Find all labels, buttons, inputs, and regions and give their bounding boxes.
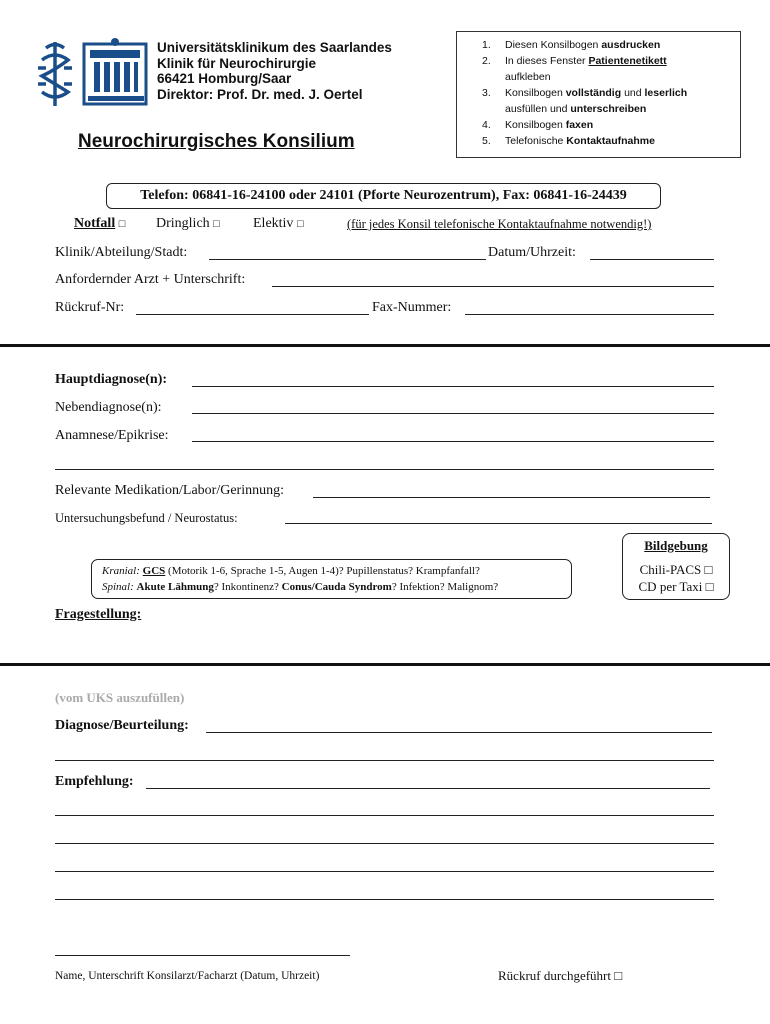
anamnese-input-2[interactable] xyxy=(55,469,714,470)
hauptdiagnose-label: Hauptdiagnose(n): xyxy=(55,372,168,387)
diagnose-input[interactable] xyxy=(206,732,712,733)
befund-input[interactable] xyxy=(285,523,712,524)
hauptdiagnose-input[interactable] xyxy=(192,386,714,387)
datum-input[interactable] xyxy=(590,259,714,260)
university-logo xyxy=(34,38,152,110)
section-divider xyxy=(0,344,770,347)
instruction-item: 1. Diesen Konsilbogen ausdrucken xyxy=(482,39,661,51)
rueckruf-input[interactable] xyxy=(136,314,369,315)
clinic-name: Klinik für Neurochirurgie xyxy=(157,55,317,71)
urgency-dringlich[interactable]: Dringlich □ xyxy=(156,216,220,231)
city: 66421 Homburg/Saar xyxy=(157,71,292,86)
anamnese-input[interactable] xyxy=(192,441,714,442)
director: Direktor: Prof. Dr. med. J. Oertel xyxy=(157,86,363,102)
hospital-name: Universitätsklinikum des Saarlandes xyxy=(157,40,392,55)
rueckruf-done-checkbox[interactable]: Rückruf durchgeführt □ xyxy=(498,968,623,983)
phone-fax-box: Telefon: 06841-16-24100 oder 24101 (Pforte Neurozentrum), Fax: 06841-16-24439 xyxy=(106,183,661,209)
neurostatus-hint-box xyxy=(91,559,572,599)
cd-taxi-option[interactable]: CD per Taxi □ xyxy=(638,579,714,594)
signature-input[interactable] xyxy=(55,955,350,956)
urgency-note: (für jedes Konsil telefonische Kontaktaufnahme notwendig!) xyxy=(347,217,652,231)
instruction-item: 2. In dieses Fenster Patientenetikett xyxy=(482,55,667,67)
empfehlung-input-4[interactable] xyxy=(55,871,714,872)
kranial-hint: Kranial: GCS (Motorik 1-6, Sprache 1-5, Augen 1-4)? Pupillenstatus? Krampfanfall? xyxy=(102,565,480,577)
empfehlung-input-2[interactable] xyxy=(55,815,714,816)
nebendiagnose-input[interactable] xyxy=(192,413,714,414)
datum-label: Datum/Uhrzeit: xyxy=(488,245,576,260)
fragestellung-label: Fragestellung: xyxy=(55,607,142,622)
klinik-label: Klinik/Abteilung/Stadt: xyxy=(55,245,188,260)
instruction-item: 3. Konsilbogen vollständig und leserlich xyxy=(482,87,688,99)
uks-note: (vom UKS auszufüllen) xyxy=(55,690,185,705)
klinik-input[interactable] xyxy=(209,259,486,260)
medikation-label: Relevante Medikation/Labor/Gerinnung: xyxy=(55,483,284,498)
arzt-input[interactable] xyxy=(272,286,714,287)
signature-label: Name, Unterschrift Konsilarzt/Facharzt (Datum, Uhrzeit) xyxy=(55,970,320,982)
befund-label: Untersuchungsbefund / Neurostatus: xyxy=(55,511,238,525)
instruction-list xyxy=(483,37,730,149)
urgency-elektiv[interactable]: Elektiv □ xyxy=(253,216,304,231)
empfehlung-label: Empfehlung: xyxy=(55,774,134,789)
arzt-label: Anfordernder Arzt + Unterschrift: xyxy=(55,272,246,287)
spinal-hint: Spinal: Akute Lähmung? Inkontinenz? Conus/Cauda Syndrom? Infektion? Malignom? xyxy=(102,581,499,593)
instruction-box xyxy=(456,31,741,158)
chili-pacs-option[interactable]: Chili-PACS □ xyxy=(639,562,713,577)
urgency-notfall[interactable]: Notfall □ xyxy=(74,216,126,231)
anamnese-label: Anamnese/Epikrise: xyxy=(55,428,169,443)
instruction-item: ausfüllen und unterschreiben xyxy=(505,103,647,115)
instruction-item: 5. Telefonische Kontaktaufnahme xyxy=(482,135,655,147)
hospital-address xyxy=(157,40,392,102)
empfehlung-input-3[interactable] xyxy=(55,843,714,844)
empfehlung-input[interactable] xyxy=(146,788,710,789)
empfehlung-input-5[interactable] xyxy=(55,899,714,900)
instruction-item: 4. Konsilbogen faxen xyxy=(482,119,594,131)
fax-label: Fax-Nummer: xyxy=(372,300,452,315)
bildgebung-title: Bildgebung xyxy=(644,538,708,553)
instruction-item: aufkleben xyxy=(505,71,551,83)
rueckruf-label: Rückruf-Nr: xyxy=(55,300,125,315)
diagnose-input-2[interactable] xyxy=(55,760,714,761)
fax-input[interactable] xyxy=(465,314,714,315)
diagnose-label: Diagnose/Beurteilung: xyxy=(55,718,189,733)
nebendiagnose-label: Nebendiagnose(n): xyxy=(55,400,162,415)
bildgebung-box xyxy=(622,533,730,600)
page-title: Neurochirurgisches Konsilium xyxy=(78,131,355,152)
section-divider xyxy=(0,663,770,666)
medikation-input[interactable] xyxy=(313,497,710,498)
